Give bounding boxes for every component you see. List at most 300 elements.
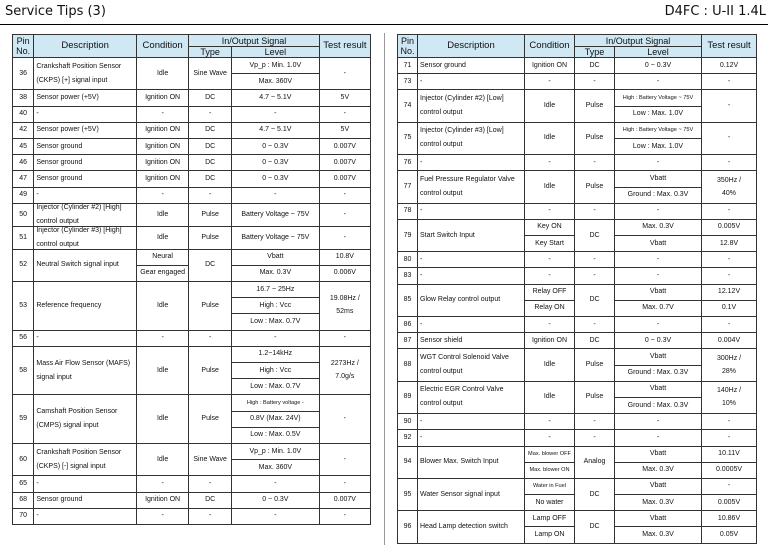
table-row	[13, 508, 371, 524]
description-line: signal input	[36, 373, 72, 381]
pin-cell: 45	[13, 138, 34, 154]
type-cell: DC	[575, 284, 615, 316]
result-cell: 10.11V	[702, 446, 757, 462]
result-cell: 2273Hz / 7.0g/s	[319, 346, 370, 395]
description-line: Sensor ground	[36, 496, 83, 504]
type-cell: -	[189, 330, 232, 346]
table-row	[13, 106, 371, 122]
level-cell: -	[615, 74, 702, 90]
level-cell: Low : Max. 1.0V	[615, 138, 702, 154]
level-cell: 4.7 ~ 5.1V	[232, 90, 320, 106]
table-row	[13, 282, 371, 298]
level-cell: Vbatt	[615, 284, 702, 300]
description-line: -	[420, 433, 423, 441]
level-cell: Max. 0.3V	[615, 527, 702, 543]
table-row	[13, 226, 371, 249]
result-cell: 10.8V	[319, 249, 370, 265]
type-cell: Pulse	[189, 282, 232, 331]
pin-cell: 68	[13, 492, 34, 508]
level-cell: -	[232, 476, 320, 492]
table-row	[13, 492, 371, 508]
result-cell: -	[319, 395, 370, 444]
type-cell: Pulse	[575, 171, 615, 203]
table-row	[398, 333, 757, 349]
type-cell: DC	[189, 171, 232, 187]
condition-cell: -	[525, 252, 575, 268]
condition-cell: -	[525, 74, 575, 90]
type-cell: Analog	[575, 446, 615, 478]
description-line: (CKPS) [+] signal input	[36, 76, 108, 84]
level-cell: Vbatt	[232, 249, 320, 265]
level-cell: 0 ~ 0.3V	[232, 171, 320, 187]
level-cell: High : Battery Voltage ~ 75V	[615, 122, 702, 138]
condition-cell: -	[136, 330, 188, 346]
description-line: (CKPS) [-] signal input	[36, 462, 106, 470]
description-line: -	[36, 191, 39, 199]
condition-cell: -	[136, 508, 188, 524]
level-cell: -	[232, 106, 320, 122]
table-row	[398, 122, 757, 138]
condition-cell: Idle	[136, 346, 188, 395]
level-cell: 0 ~ 0.3V	[615, 58, 702, 74]
pin-cell: 96	[398, 511, 418, 543]
condition-cell: Idle	[525, 381, 575, 413]
description-cell	[34, 203, 137, 226]
result-cell: 10.86V	[702, 511, 757, 527]
pin-cell: 75	[398, 122, 418, 154]
pin-cell: 38	[13, 90, 34, 106]
description-line: Fuel Pressure Regulator Valve	[420, 176, 515, 183]
condition-cell: Ignition ON	[525, 58, 575, 74]
table-row	[398, 203, 757, 219]
description-line: Sensor ground	[420, 61, 466, 69]
description-cell	[418, 58, 525, 74]
level-cell: Ground : Max. 0.3V	[615, 397, 702, 413]
type-cell: -	[189, 508, 232, 524]
type-cell: -	[189, 106, 232, 122]
level-cell: High : Battery voltage -	[232, 395, 320, 411]
result-cell: 5V	[319, 122, 370, 138]
description-line: -	[36, 512, 39, 520]
description-cell	[418, 122, 525, 154]
pin-header: Pin No.	[398, 35, 418, 58]
result-cell: -	[319, 58, 370, 90]
description-line: Sensor ground	[36, 158, 83, 166]
description-line: Sensor ground	[36, 174, 83, 182]
description-line: Injector (Cylinder #3) [Low]	[420, 127, 504, 135]
type-cell: DC	[189, 90, 232, 106]
level-cell: 0 ~ 0.3V	[232, 155, 320, 171]
description-cell	[34, 58, 137, 90]
result-cell: -	[702, 155, 757, 171]
type-cell: Pulse	[575, 90, 615, 122]
description-cell	[418, 317, 525, 333]
description-line: control output	[36, 217, 79, 225]
type-header: Type	[189, 47, 232, 58]
description-cell	[418, 171, 525, 203]
level-cell: 0 ~ 0.3V	[232, 492, 320, 508]
page-header	[0, 0, 768, 25]
description-line: -	[36, 479, 39, 487]
pin-cell: 78	[398, 203, 418, 219]
condition-cell: Ignition ON	[136, 171, 188, 187]
level-cell: 0.8V (Max. 24V)	[232, 411, 320, 427]
condition-header: Condition	[525, 35, 575, 58]
condition-cell: Neural	[136, 249, 188, 265]
description-line: Crankshaft Position Sensor	[36, 448, 122, 456]
level-cell: Vbatt	[615, 511, 702, 527]
type-cell: -	[575, 74, 615, 90]
description-line: Neutral Switch signal input	[36, 261, 119, 269]
level-cell: -	[232, 187, 320, 203]
level-cell: Max. 0.3V	[232, 265, 320, 281]
condition-cell: Idle	[525, 171, 575, 203]
description-line: Injector (Cylinder #2) [Low]	[420, 95, 504, 103]
description-line: Injector (Cylinder #2) [High]	[36, 203, 122, 211]
description-line: Reference frequency	[36, 301, 102, 309]
condition-cell: -	[525, 203, 575, 219]
pin-cell: 94	[398, 446, 418, 478]
type-cell: DC	[189, 249, 232, 281]
level-cell: 16.7 ~ 25Hz	[232, 282, 320, 298]
result-cell: -	[702, 122, 757, 154]
condition-cell: Idle	[525, 349, 575, 381]
type-cell: DC	[575, 333, 615, 349]
table-row	[398, 155, 757, 171]
result-cell: -	[702, 430, 757, 446]
pin-cell: 80	[398, 252, 418, 268]
description-line: Sensor power (+5V)	[36, 126, 99, 134]
pin-header: Pin No.	[13, 35, 34, 58]
result-cell: 0.05V	[702, 527, 757, 543]
result-cell: -	[702, 478, 757, 494]
level-cell: Max. 360V	[232, 460, 320, 476]
type-cell: DC	[575, 219, 615, 251]
description-line: Head Lamp detection switch	[420, 522, 508, 530]
pin-cell: 77	[398, 171, 418, 203]
result-cell: -	[702, 252, 757, 268]
type-cell: DC	[189, 155, 232, 171]
level-cell: Max. 0.3V	[615, 495, 702, 511]
io-signal-header: In/Output Signal	[575, 35, 702, 47]
level-cell: High : Vcc	[232, 363, 320, 379]
description-line: Sensor power (+5V)	[36, 93, 99, 101]
description-cell	[418, 219, 525, 251]
description-line: -	[420, 255, 423, 263]
table-row	[398, 284, 757, 300]
pin-cell: 83	[398, 268, 418, 284]
type-cell: DC	[575, 511, 615, 543]
table-row	[13, 203, 371, 226]
type-cell: -	[575, 414, 615, 430]
description-cell	[34, 346, 137, 395]
pin-cell: 52	[13, 249, 34, 281]
description-line: Sensor shield	[420, 336, 463, 344]
level-cell: Low : Max. 0.5V	[232, 427, 320, 443]
table-row	[398, 478, 757, 494]
description-line: Start Switch Input	[420, 231, 475, 239]
result-cell: -	[702, 317, 757, 333]
result-cell: -	[702, 414, 757, 430]
description-line: -	[420, 417, 423, 425]
condition-cell: Ignition ON	[136, 138, 188, 154]
type-cell: -	[575, 317, 615, 333]
level-cell: Vbatt	[615, 381, 702, 397]
condition-cell: Idle	[136, 282, 188, 331]
type-cell: Pulse	[575, 381, 615, 413]
description-line: Camshaft Position Sensor	[36, 408, 118, 416]
condition-cell: Idle	[136, 203, 188, 226]
table-row	[13, 155, 371, 171]
condition-cell: Key ON	[525, 219, 575, 235]
condition-cell: Lamp OFF	[525, 511, 575, 527]
level-cell: Ground : Max. 0.3V	[615, 187, 702, 203]
condition-cell: No water	[525, 495, 575, 511]
description-line: control output	[36, 240, 79, 248]
description-line: (CMPS) signal input	[36, 422, 99, 430]
level-header: Level	[615, 47, 702, 58]
condition-cell: -	[136, 106, 188, 122]
table-row	[13, 138, 371, 154]
type-cell: -	[575, 430, 615, 446]
test-result-header: Test result	[319, 35, 370, 58]
condition-cell: Ignition ON	[136, 492, 188, 508]
type-cell: DC	[575, 478, 615, 510]
description-line: control output	[420, 400, 463, 408]
pin-cell: 70	[13, 508, 34, 524]
description-cell	[418, 74, 525, 90]
description-cell	[418, 446, 525, 478]
result-cell: 0.007V	[319, 155, 370, 171]
description-line: Electric EGR Control Valve	[420, 386, 504, 394]
result-cell: 350Hz / 40%	[702, 171, 757, 203]
level-cell: -	[615, 317, 702, 333]
condition-cell: Relay ON	[525, 300, 575, 316]
condition-cell: -	[525, 268, 575, 284]
description-cell	[34, 492, 137, 508]
description-cell	[34, 226, 137, 249]
right-pin-table	[397, 34, 757, 544]
condition-cell: Idle	[525, 122, 575, 154]
result-cell: -	[319, 476, 370, 492]
condition-cell: -	[525, 430, 575, 446]
level-header: Level	[232, 47, 320, 58]
condition-cell: -	[525, 317, 575, 333]
condition-cell: -	[136, 187, 188, 203]
description-cell	[418, 268, 525, 284]
pin-cell: 90	[398, 414, 418, 430]
table-row	[398, 317, 757, 333]
description-line: -	[36, 110, 39, 118]
table-row	[398, 219, 757, 235]
pin-cell: 56	[13, 330, 34, 346]
pin-cell: 92	[398, 430, 418, 446]
description-cell	[34, 122, 137, 138]
description-line: Glow Relay control output	[420, 296, 501, 304]
table-row	[13, 330, 371, 346]
condition-cell: Water in Fuel	[525, 478, 575, 494]
type-cell: Pulse	[575, 349, 615, 381]
pin-cell: 42	[13, 122, 34, 138]
pin-cell: 89	[398, 381, 418, 413]
type-cell: Pulse	[189, 395, 232, 444]
description-line: Mass Air Flow Sensor (MAFS)	[36, 359, 131, 367]
description-cell	[34, 249, 137, 281]
result-cell: -	[319, 226, 370, 249]
condition-cell: Ignition ON	[525, 333, 575, 349]
result-cell: -	[319, 106, 370, 122]
result-cell: 0.005V	[702, 219, 757, 235]
level-cell: -	[615, 155, 702, 171]
description-cell	[34, 138, 137, 154]
level-cell: -	[615, 268, 702, 284]
type-cell: DC	[189, 122, 232, 138]
pin-cell: 86	[398, 317, 418, 333]
description-cell	[34, 395, 137, 444]
description-cell	[34, 330, 137, 346]
description-cell	[418, 252, 525, 268]
table-row	[13, 395, 371, 411]
description-header: Description	[418, 35, 525, 58]
type-cell: DC	[189, 138, 232, 154]
result-cell: 0.006V	[319, 265, 370, 281]
description-line: Crankshaft Position Sensor	[36, 62, 122, 70]
level-cell: Vbatt	[615, 171, 702, 187]
description-cell	[34, 155, 137, 171]
pin-cell: 71	[398, 58, 418, 74]
pin-cell: 53	[13, 282, 34, 331]
result-cell: -	[319, 443, 370, 475]
table-row	[398, 74, 757, 90]
pin-cell: 58	[13, 346, 34, 395]
description-line: -	[420, 272, 423, 280]
pin-cell: 51	[13, 226, 34, 249]
table-row	[398, 58, 757, 74]
result-cell: 0.1V	[702, 300, 757, 316]
condition-cell: Idle	[136, 443, 188, 475]
level-cell: Battery Voltage ~ 75V	[232, 226, 320, 249]
pin-cell: 79	[398, 219, 418, 251]
description-cell	[418, 349, 525, 381]
description-cell	[34, 171, 137, 187]
description-cell	[34, 282, 137, 331]
table-row	[13, 58, 371, 74]
condition-cell: Ignition ON	[136, 122, 188, 138]
condition-header: Condition	[136, 35, 188, 58]
type-cell: DC	[575, 58, 615, 74]
table-row	[398, 414, 757, 430]
result-cell: 0.005V	[702, 495, 757, 511]
condition-cell: -	[525, 414, 575, 430]
pin-cell: 40	[13, 106, 34, 122]
table-row	[398, 511, 757, 527]
description-cell	[34, 90, 137, 106]
description-line: -	[36, 334, 39, 342]
left-pin-table	[12, 34, 371, 525]
description-cell	[34, 443, 137, 475]
condition-cell: -	[136, 476, 188, 492]
result-cell: -	[319, 203, 370, 226]
level-cell: Low : Max. 0.7V	[232, 314, 320, 330]
result-cell: 0.007V	[319, 138, 370, 154]
type-cell: -	[575, 268, 615, 284]
level-cell: Max. 0.3V	[615, 219, 702, 235]
pin-cell: 88	[398, 349, 418, 381]
level-cell: -	[615, 414, 702, 430]
table-row	[13, 171, 371, 187]
pin-cell: 46	[13, 155, 34, 171]
pin-cell: 59	[13, 395, 34, 444]
result-cell: 0.0005V	[702, 462, 757, 478]
table-row	[398, 268, 757, 284]
table-row	[398, 381, 757, 397]
table-row	[13, 187, 371, 203]
type-cell: Pulse	[189, 346, 232, 395]
description-cell	[34, 476, 137, 492]
result-cell: 0.12V	[702, 58, 757, 74]
table-row	[398, 171, 757, 187]
description-cell	[418, 478, 525, 510]
table-row	[398, 446, 757, 462]
level-cell: 0 ~ 0.3V	[615, 333, 702, 349]
table-row	[13, 476, 371, 492]
pin-cell: 87	[398, 333, 418, 349]
result-cell: 300Hz / 28%	[702, 349, 757, 381]
description-cell	[418, 333, 525, 349]
description-cell	[418, 430, 525, 446]
table-row	[13, 122, 371, 138]
result-cell: 0.007V	[319, 492, 370, 508]
test-result-header: Test result	[702, 35, 757, 58]
result-cell: -	[702, 90, 757, 122]
description-line: -	[420, 158, 423, 166]
result-cell: 19.08Hz / 52ms	[319, 282, 370, 331]
pin-cell: 50	[13, 203, 34, 226]
level-cell: High : Battery Voltage ~ 75V	[615, 90, 702, 106]
condition-cell: Idle	[136, 58, 188, 90]
description-cell	[418, 414, 525, 430]
table-row	[398, 430, 757, 446]
result-cell: -	[319, 508, 370, 524]
description-cell	[418, 511, 525, 543]
level-cell: Low : Max. 0.7V	[232, 379, 320, 395]
description-line: control output	[420, 368, 463, 376]
description-line: control output	[420, 141, 463, 149]
type-cell: -	[575, 203, 615, 219]
description-cell	[34, 508, 137, 524]
type-cell: Sine Wave	[189, 58, 232, 90]
description-line: -	[420, 320, 423, 328]
level-cell: 1.2~14kHz	[232, 346, 320, 362]
description-line: Injector (Cylinder #3) [High]	[36, 226, 122, 234]
level-cell: 0 ~ 0.3V	[232, 138, 320, 154]
table-row	[13, 443, 371, 459]
result-cell: -	[702, 268, 757, 284]
type-cell: Pulse	[189, 203, 232, 226]
table-row	[13, 249, 371, 265]
condition-cell: Relay OFF	[525, 284, 575, 300]
description-line: Sensor ground	[36, 142, 83, 150]
level-cell: Ground : Max. 0.3V	[615, 365, 702, 381]
pin-cell: 36	[13, 58, 34, 90]
condition-cell: Idle	[525, 90, 575, 122]
condition-cell: -	[525, 155, 575, 171]
level-cell: Max. 360V	[232, 74, 320, 90]
table-row	[13, 346, 371, 362]
pin-cell: 47	[13, 171, 34, 187]
level-cell: Vp_p : Min. 1.0V	[232, 58, 320, 74]
pin-cell: 60	[13, 443, 34, 475]
